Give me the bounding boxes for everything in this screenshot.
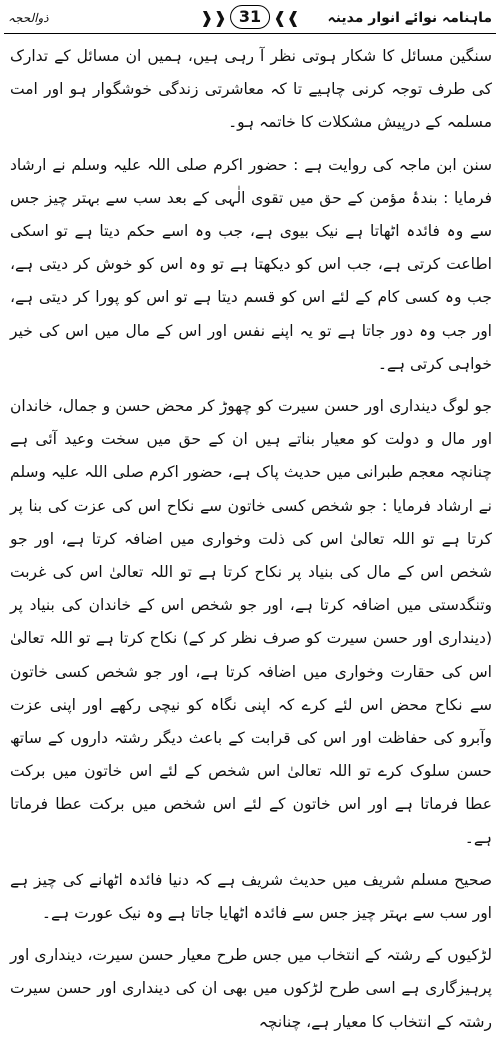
article-body: [4, 34, 496, 1039]
article-paragraph: صحیح مسلم شریف میں حدیث شریف ہے کہ دنیا فائدہ اٹھانے کی چیز ہے اور سب سے بہتر چیز جس سے فائدہ اٹھایا جاتا ہے وہ نیک عورت ہے۔: [10, 870, 492, 923]
magazine-title: ماہنامہ نوائے انوار مدینہ: [327, 10, 492, 26]
month-logo: ذوالحجہ: [8, 11, 49, 25]
ornament-right-icon: ❱❱: [273, 7, 300, 27]
article-paragraph: جو لوگ دینداری اور حسن سیرت کو چھوڑ کر محض حسن و جمال، خاندان اور مال و دولت کو معیار بناتے ہیں ان کے حق میں سخت وعید آئی ہے چنانچہ معجم طبرانی میں حدیث پاک ہے، حضور اکرم صلی اللہ علیہ وسلم نے ارشاد فرمایا : جو شخص کسی خاتون سے نکاح اس کی عزت کی بنا پر کرتا ہے تو اللہ تعالیٰ اس کی ذلت وخواری میں اضافہ کرتا ہے، اور جو شخص اس کے مال کی بنیاد پر نکاح کرتا ہے تو اللہ تعالیٰ اس کی غربت وتنگدستی میں اضافہ کرتا ہے، اور جو شخص اس کے خاندان کی بنیاد پر (دینداری اور حسن سیرت کو صرف نظر کر کے) نکاح کرتا ہے تو اللہ تعالیٰ اس کی حقارت وخواری میں اضافہ کرتا ہے، اور جو شخص کسی خاتون سے نکاح محض اس لئے کرے کہ اپنی نگاہ کو نیچی رکھے اور اپنی عزت وآبرو کی حفاظت اور اس کی قرابت کے باعث دیگر رشتہ داروں کے ساتھ حسن سلوک کرے تو اللہ تعالیٰ اس شخص کے لئے اس خاتون میں برکت عطا فرماتا ہے اور اس خاتون کے لئے اس شخص میں برکت عطا فرماتا ہے۔: [10, 397, 492, 847]
page-header: [4, 3, 496, 34]
page-number: 31: [230, 5, 270, 29]
article-paragraph: سنگین مسائل کا شکار ہوتی نظر آ رہی ہیں، ہمیں ان مسائل کے تدارک کی طرف توجہ کرنی چاہیے تا کہ معاشرتی زندگی خوشگوار ہو اور امت مسلمہ کے درپیش مشکلات کا خاتمہ ہو۔: [10, 47, 492, 132]
ornament-left-icon: ❰❰: [200, 7, 227, 27]
article-paragraph: لڑکیوں کے رشتہ کے انتخاب میں جس طرح معیار حسن سیرت، دینداری اور پرہیزگاری ہے اسی طرح لڑکوں میں بھی ان کی دینداری اور حسن سیرت رشتہ کے انتخاب کا معیار ہے، چنانچہ: [10, 946, 492, 1031]
page-number-badge: [200, 5, 300, 29]
article-paragraph: سنن ابن ماجہ کی روایت ہے : حضور اکرم صلی اللہ علیہ وسلم نے ارشاد فرمایا : بندۂ مؤمن کے حق میں تقوی الٰہی کے بعد سب سے بہتر چیز جس سے وہ فائدہ اٹھاتا ہے نیک بیوی ہے، جب وہ اسے حکم دیتا ہے تو اسکی اطاعت کرتی ہے، جب اس کو دیکھتا ہے تو وہ اس کو خوش کر دیتی ہے، جب وہ کسی کام کے لئے اس کو قسم دیتا ہے تو اس کو پورا کر دیتی ہے، اور جب وہ دور جاتا ہے تو یہ اپنے نفس اور اس کے مال میں اس کی خیر خواہی کرتی ہے۔: [10, 155, 492, 373]
